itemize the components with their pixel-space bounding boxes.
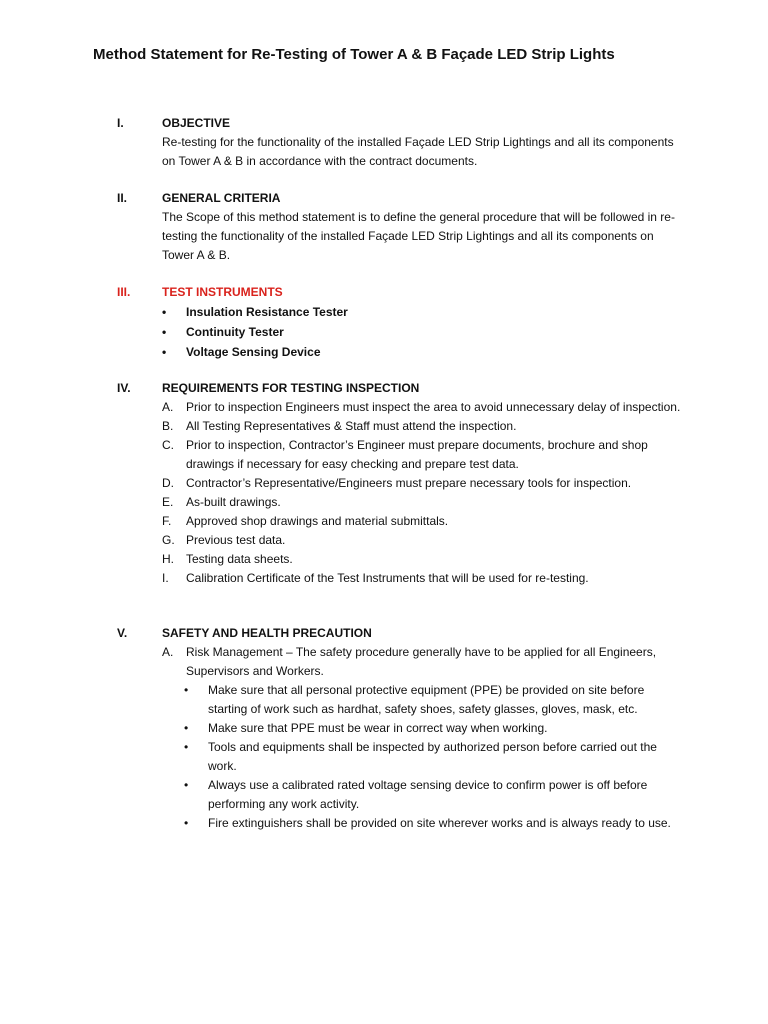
list-marker: F. [162, 514, 172, 528]
section-heading: SAFETY AND HEALTH PRECAUTION [162, 626, 372, 640]
list-marker: E. [162, 495, 174, 509]
list-item [162, 417, 682, 436]
list-item [162, 398, 682, 417]
sub-list-item-text: Fire extinguishers shall be provided on site wherever works and is always ready to use. [208, 816, 671, 830]
list-marker: C. [162, 438, 174, 452]
list-item-text: Approved shop drawings and material submittals. [186, 514, 449, 528]
list-item-text: Contractor’s Representative/Engineers must prepare necessary tools for inspection. [186, 476, 632, 490]
sub-list-item [162, 814, 682, 833]
section-body: The Scope of this method statement is to define the general procedure that will be followed in re-testing the functionality of the installed Façade LED Strip Lightings and all its components on Tower A & B. [162, 210, 675, 262]
list-marker: B. [162, 419, 174, 433]
sub-list-item-text: Tools and equipments shall be inspected by authorized person before carried out the work. [208, 740, 657, 773]
bullet-marker: • [184, 683, 189, 697]
list-item-text: Prior to inspection, Contractor’s Engineer must prepare documents, brochure and shop drawings if necessary for easy checking and prepare test data. [186, 438, 648, 471]
sub-list-item-text: Make sure that all personal protective equipment (PPE) be provided on site before starting of work such as hardhat, safety shoes, safety glasses, gloves, mask, etc. [208, 683, 645, 716]
section-numeral: II. [117, 191, 128, 205]
section-heading: OBJECTIVE [162, 116, 231, 130]
list-item [162, 323, 682, 342]
list-marker: A. [162, 645, 174, 659]
sub-list-item [162, 681, 682, 719]
sub-list-item-text: Make sure that PPE must be wear in correct way when working. [208, 721, 548, 735]
list-item [162, 343, 682, 362]
bullet-marker: • [184, 816, 189, 830]
list-item-text: As-built drawings. [186, 495, 281, 509]
list-item [162, 493, 682, 512]
bullet-marker: • [184, 721, 189, 735]
list-marker: H. [162, 552, 174, 566]
section-numeral: V. [117, 626, 128, 640]
section-body: Re-testing for the functionality of the installed Façade LED Strip Lightings and all its components on Tower A & B in accordance with the contract documents. [162, 135, 674, 168]
safety-bullet-list [162, 681, 682, 833]
list-item-text: Previous test data. [186, 533, 286, 547]
list-item [162, 512, 682, 531]
sub-list-item [162, 719, 682, 738]
list-item [162, 303, 682, 322]
bullet-marker: • [162, 345, 167, 359]
list-marker: G. [162, 533, 175, 547]
list-item [162, 569, 682, 588]
list-item-text: All Testing Representatives & Staff must attend the inspection. [186, 419, 517, 433]
bullet-marker: • [162, 325, 167, 339]
requirements-list [162, 398, 682, 588]
bullet-marker: • [162, 305, 167, 319]
list-item [162, 474, 682, 493]
list-item-text: Insulation Resistance Tester [186, 305, 348, 319]
sub-list-item-text: Always use a calibrated rated voltage sensing device to confirm power is off before performing any work activity. [208, 778, 648, 811]
section-numeral: III. [117, 285, 131, 299]
list-item-text: Continuity Tester [186, 325, 284, 339]
section-heading: GENERAL CRITERIA [162, 191, 281, 205]
bullet-marker: • [184, 740, 189, 754]
list-item-text: Risk Management – The safety procedure generally have to be applied for all Engineers, Supervisors and Workers. [186, 645, 657, 678]
section-heading: REQUIREMENTS FOR TESTING INSPECTION [162, 381, 420, 395]
sub-list-item [162, 776, 682, 814]
list-item-text: Calibration Certificate of the Test Instruments that will be used for re-testing. [186, 571, 589, 585]
list-marker: I. [162, 571, 169, 585]
section-heading: TEST INSTRUMENTS [162, 285, 283, 299]
list-item-text: Testing data sheets. [186, 552, 293, 566]
section-numeral: IV. [117, 381, 131, 395]
list-item [162, 550, 682, 569]
section-numeral: I. [117, 116, 124, 130]
list-item [162, 531, 682, 550]
list-item-text: Prior to inspection Engineers must inspect the area to avoid unnecessary delay of inspection. [186, 400, 681, 414]
list-item-text: Voltage Sensing Device [186, 345, 321, 359]
bullet-marker: • [184, 778, 189, 792]
safety-list [162, 643, 682, 681]
instrument-list [162, 303, 682, 362]
list-marker: A. [162, 400, 174, 414]
list-item [162, 436, 682, 474]
list-marker: D. [162, 476, 174, 490]
list-item [162, 643, 682, 681]
sub-list-item [162, 738, 682, 776]
document-title: Method Statement for Re-Testing of Tower A & B Façade LED Strip Lights [93, 46, 615, 63]
